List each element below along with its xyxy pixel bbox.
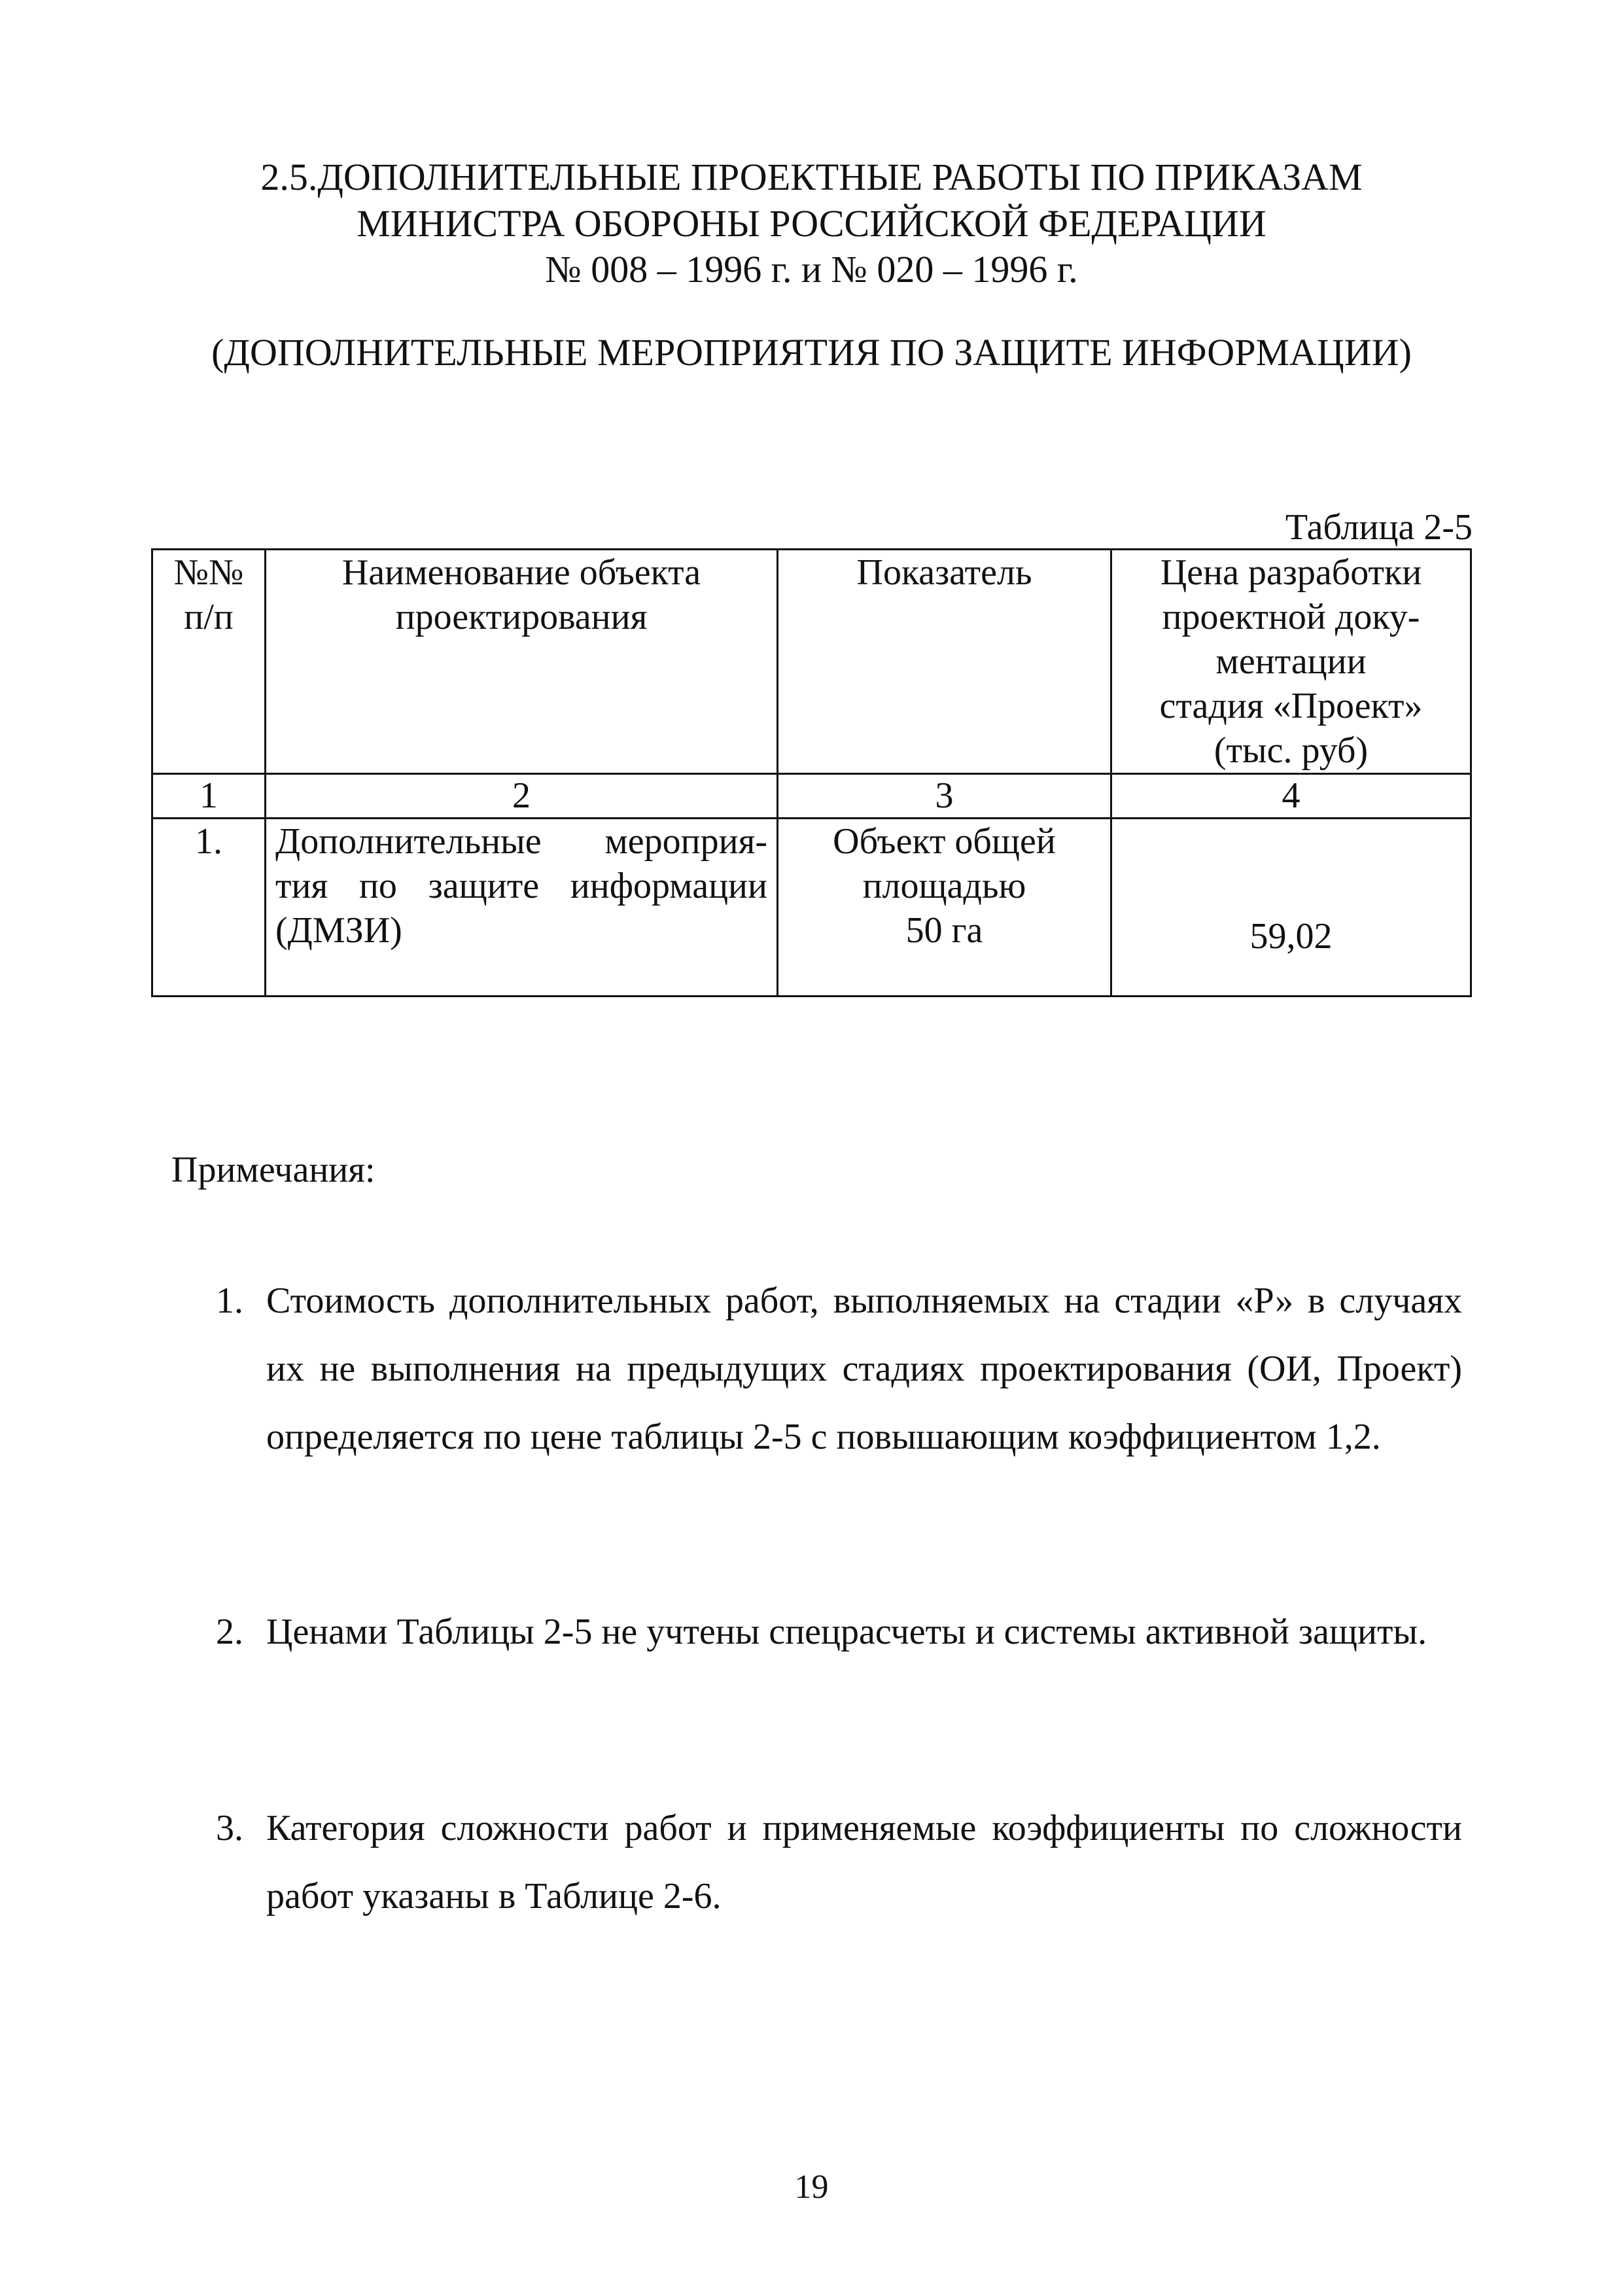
header-price-line-1: Цена разработки	[1160, 552, 1422, 593]
table-caption: Таблица 2-5	[1285, 507, 1473, 548]
header-price-line-4: стадия «Проект»	[1159, 686, 1423, 726]
page-number: 19	[794, 2168, 829, 2206]
column-number-2: 2	[266, 774, 778, 819]
note-number-1: 1.	[216, 1280, 243, 1321]
row-number: 1.	[195, 821, 222, 862]
row-number-cell	[152, 819, 266, 997]
row-name-line-1: Дополнительные мероприя-	[275, 821, 767, 862]
row-indicator-line-2: площадью	[862, 866, 1026, 906]
header-number-line-2: п/п	[184, 597, 234, 637]
note-number-3: 3.	[216, 1808, 243, 1848]
heading-line-1: 2.5.ДОПОЛНИТЕЛЬНЫЕ ПРОЕКТНЫЕ РАБОТЫ ПО ПРИКАЗАМ	[260, 156, 1363, 198]
note-text-3: Категория сложности работ и применяемые коэффициенты по сложности работ указаны в Таблице 2-6.	[266, 1808, 1462, 1916]
note-text-1: Стоимость дополнительных работ, выполняемых на стадии «Р» в случаях их не выполнения на предыдущих стадиях проектирования (ОИ, Проект) определяется по цене таблицы 2-5 с повышающим коэффициентом 1,2.	[266, 1280, 1462, 1457]
header-cell-number	[152, 550, 266, 774]
note-text-2: Ценами Таблицы 2-5 не учтены спецрасчеты и системы активной защиты.	[266, 1612, 1427, 1652]
header-price-line-2: проектной доку-	[1162, 597, 1420, 637]
note-item-1	[216, 1267, 1462, 1471]
header-indicator-line-1: Показатель	[856, 552, 1032, 593]
table-column-number-row	[152, 774, 1471, 819]
header-number-line-1: №№	[173, 552, 244, 593]
notes-title: Примечания:	[171, 1150, 375, 1190]
header-cell-price	[1111, 550, 1471, 774]
header-price-line-5: (тыс. руб)	[1213, 730, 1369, 771]
table-row	[152, 819, 1471, 997]
header-name-line-2: проектирования	[395, 597, 648, 637]
row-price: 59,02	[1249, 916, 1333, 957]
row-indicator-line-3: 50 га	[905, 910, 983, 951]
row-price-cell	[1111, 819, 1471, 997]
header-cell-indicator	[778, 550, 1111, 774]
row-name-line-2: тия по защите информации	[275, 866, 767, 906]
row-name-line-3: (ДМЗИ)	[275, 910, 402, 951]
header-price-line-3: ментации	[1215, 641, 1367, 682]
column-number-4: 4	[1111, 774, 1471, 819]
heading-line-2: МИНИСТРА ОБОРОНЫ РОССИЙСКОЙ ФЕДЕРАЦИИ	[357, 202, 1266, 245]
row-name-cell	[266, 819, 778, 997]
table-header-row	[152, 550, 1471, 774]
note-item-3	[216, 1794, 1462, 1930]
price-table	[151, 548, 1472, 997]
heading-subtitle: (ДОПОЛНИТЕЛЬНЫЕ МЕРОПРИЯТИЯ ПО ЗАЩИТЕ ИНФОРМАЦИИ)	[211, 331, 1412, 374]
row-indicator-cell	[778, 819, 1111, 997]
header-cell-name	[266, 550, 778, 774]
note-item-2	[216, 1598, 1462, 1666]
column-number-3: 3	[778, 774, 1111, 819]
note-number-2: 2.	[216, 1612, 243, 1652]
row-indicator-line-1: Объект общей	[833, 821, 1056, 862]
header-name-line-1: Наименование объекта	[341, 552, 701, 593]
column-number-1: 1	[152, 774, 266, 819]
heading-line-3: № 008 – 1996 г. и № 020 – 1996 г.	[545, 248, 1078, 291]
